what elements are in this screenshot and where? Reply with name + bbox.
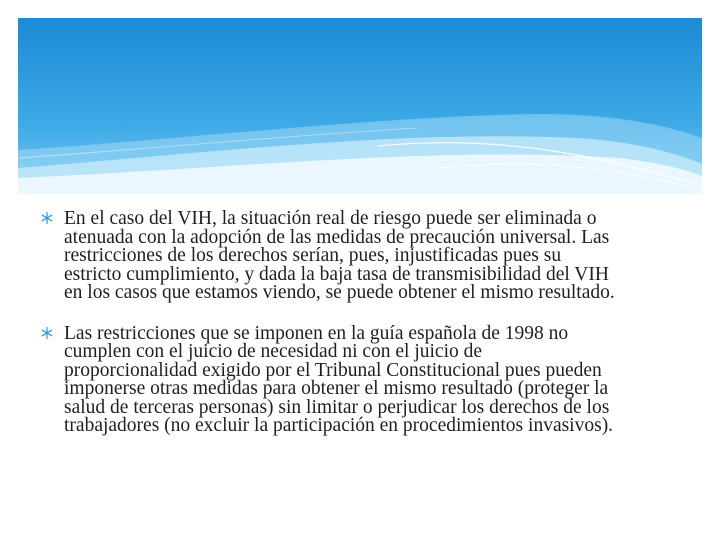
bullet-1-line-3: restricciones de los derechos serían, pues, injustificadas pues su: [64, 245, 562, 266]
bullet-item-1: [40, 210, 690, 303]
star-bullet-icon: [40, 326, 54, 340]
bullet-2-line-6: trabajadores (no excluir la participación en procedimientos invasivos).: [64, 415, 614, 436]
header-banner: [18, 18, 702, 194]
bullet-2-line-5: salud de terceras personas) sin limitar o perjudicar los derechos de los: [64, 396, 610, 418]
bullet-item-2: [40, 322, 690, 436]
bullet-2-line-1: Las restricciones que se imponen en la guía española de 1998 no: [64, 322, 569, 344]
bullet-2-line-3: proporcionalidad exigido por el Tribunal Constitucional pues pueden: [64, 359, 602, 381]
bullet-2-line-4: imponerse otras medidas para obtener el mismo resultado (proteger la: [64, 378, 609, 399]
wave-banner-graphic: [18, 18, 702, 194]
bullet-1-line-1: En el caso del VIH, la situación real de riesgo puede ser eliminada o: [64, 208, 597, 229]
star-bullet-icon: [40, 211, 54, 225]
bullet-1-line-4: estricto cumplimiento, y dada la baja tasa de transmisibilidad del VIH: [64, 263, 609, 285]
bullet-2-line-2: cumplen con el juicio de necesidad ni con el juicio de: [64, 341, 483, 362]
content-area: [40, 210, 690, 458]
bullet-1-line-2: atenuada con la adopción de las medidas de precaución universal. Las: [64, 226, 610, 248]
bullet-1-line-5: en los casos que estamos viendo, se puede obtener el mismo resultado.: [64, 282, 615, 303]
